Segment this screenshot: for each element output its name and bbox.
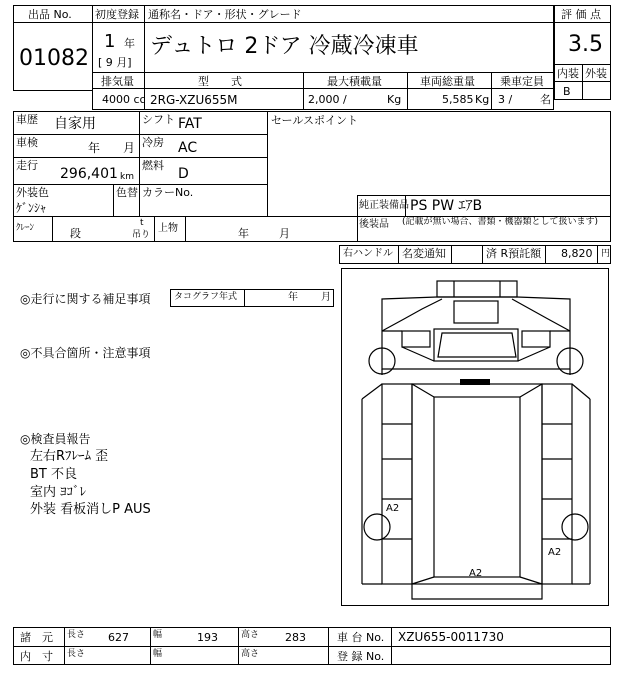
length-value: 627 xyxy=(108,631,129,644)
divider xyxy=(328,627,329,665)
ac-label: 冷房 xyxy=(142,136,164,149)
divider xyxy=(64,627,65,665)
inspector-line-2: BT 不良 xyxy=(30,467,77,482)
divider xyxy=(238,627,239,665)
lot-number: 01082 xyxy=(19,46,89,71)
yen-unit: 円 xyxy=(601,249,611,259)
genuine-equip-label: 純正装備品 xyxy=(359,200,409,211)
divider xyxy=(139,111,140,216)
exterior-color-label: 外装色 xyxy=(16,186,49,199)
history-label: 車歴 xyxy=(16,113,38,126)
divider xyxy=(398,245,399,264)
registration-label: 登 録 No. xyxy=(337,650,385,663)
tachograph-year: 年 xyxy=(288,292,298,303)
aftermarket-label: 後装品 xyxy=(359,219,389,230)
color-code-label: 色替 xyxy=(116,186,138,199)
damage-mark-bottom: A2 xyxy=(469,568,483,579)
inspection-month: 月 xyxy=(123,141,136,155)
dimensions-label: 諸 元 xyxy=(20,631,53,644)
gross-weight-value: 5,585 xyxy=(442,93,474,106)
divider xyxy=(554,22,611,23)
divider xyxy=(92,22,554,23)
divider xyxy=(13,22,93,23)
shift-label: シフト xyxy=(142,113,175,126)
inspector-line-3: 室内 ﾖｺﾞﾚ xyxy=(30,485,87,500)
damage-mark-left: A2 xyxy=(386,503,400,514)
recycle-amount: 8,820 xyxy=(561,247,593,260)
inner-height-label: 高さ xyxy=(241,649,260,659)
width-label: 幅 xyxy=(153,630,163,640)
damage-diagram xyxy=(341,268,609,606)
chassis-label: 車 台 No. xyxy=(337,631,385,644)
height-label: 高さ xyxy=(241,630,260,640)
max-load-label: 最大積載量 xyxy=(327,75,382,88)
shift-value: FAT xyxy=(178,116,202,132)
inspection-year: 年 xyxy=(88,141,101,155)
divider xyxy=(150,627,151,665)
ac-value: AC xyxy=(178,140,198,156)
inner-width-label: 幅 xyxy=(153,649,163,659)
width-value: 193 xyxy=(197,631,218,644)
displacement-value: 4000 cc xyxy=(102,93,146,106)
gross-weight-unit: Kg xyxy=(475,93,490,106)
model-value: 2RG-XZU655M xyxy=(150,93,238,107)
gross-weight-label: 車両総重量 xyxy=(420,75,475,88)
divider xyxy=(491,72,492,110)
sales-point-label: セールスポイント xyxy=(271,114,359,127)
body-year: 年 xyxy=(238,227,249,240)
first-reg-month: [ 9 月] xyxy=(98,56,132,69)
divider xyxy=(244,289,245,307)
fuel-label: 燃料 xyxy=(142,159,164,172)
divider xyxy=(154,216,155,242)
crane-hang-label: 吊り xyxy=(132,230,151,240)
divider xyxy=(13,646,611,647)
divider xyxy=(52,216,53,242)
divider xyxy=(113,184,114,216)
divider xyxy=(582,64,583,100)
overall-grade: 3.5 xyxy=(568,32,603,57)
divider xyxy=(13,184,267,185)
mileage-unit: km xyxy=(120,172,134,182)
model-label: 型 式 xyxy=(198,75,242,88)
interior-label: 内装 xyxy=(557,67,579,80)
first-reg-label: 初度登録 xyxy=(95,8,139,21)
length-label: 長さ xyxy=(67,630,86,640)
damage-mark-right: A2 xyxy=(548,547,562,558)
name-change-label: 名変通知 xyxy=(402,247,446,260)
mileage-value: 296,401 xyxy=(60,166,118,182)
genuine-equip-value: PS PW ｴｱB xyxy=(410,198,483,214)
fuel-value: D xyxy=(178,166,189,182)
body-month: 月 xyxy=(279,227,290,240)
chassis-value: XZU655-0011730 xyxy=(398,630,504,644)
crane-label: ｸﾚｰﾝ xyxy=(16,223,35,233)
height-value: 283 xyxy=(285,631,306,644)
crane-stages: 段 xyxy=(70,227,81,240)
name-change-box xyxy=(451,245,483,264)
capacity-value: 3 / xyxy=(498,93,513,106)
divider xyxy=(185,216,186,242)
exterior-color-value: ｹﾞﾝｼｬ xyxy=(16,201,47,215)
inspector-report-label: ◎検査員報告 xyxy=(20,432,91,446)
year-unit: 年 xyxy=(124,37,135,50)
interior-grade: B xyxy=(563,85,571,98)
inspection-label: 車検 xyxy=(16,136,38,149)
divider xyxy=(357,195,358,242)
inspector-line-1: 左右Rﾌﾚｰﾑ 歪 xyxy=(30,449,109,464)
tachograph-label: タコグラフ年式 xyxy=(174,292,238,302)
mileage-label: 走行 xyxy=(16,159,38,172)
inner-length-label: 長さ xyxy=(67,649,86,659)
divider xyxy=(92,88,554,89)
aftermarket-note: (記載が無い場合、書類・機器類として扱います) xyxy=(402,217,599,227)
grade-label: 評 価 点 xyxy=(561,8,601,21)
lot-label: 出品 No. xyxy=(28,8,72,21)
inner-dimensions-label: 内 寸 xyxy=(20,650,53,663)
displacement-label: 排気量 xyxy=(101,75,134,88)
capacity-label: 乗車定員 xyxy=(500,75,544,88)
exterior-label: 外装 xyxy=(585,67,607,80)
color-no-label: カラーNo. xyxy=(142,186,194,199)
divider xyxy=(13,157,267,158)
divider xyxy=(357,195,611,196)
crane-ton-label: t xyxy=(140,218,144,228)
divider xyxy=(13,134,267,135)
divider xyxy=(303,72,304,110)
history-value: 自家用 xyxy=(54,116,96,132)
recycle-label: 済 R預託額 xyxy=(486,247,542,260)
capacity-unit: 名 xyxy=(540,93,551,106)
first-reg-year: 1 xyxy=(104,31,116,52)
defects-label: ◎不具合箇所・注意事項 xyxy=(20,346,151,360)
inspector-line-4: 外装 看板消しP AUS xyxy=(30,502,151,517)
divider xyxy=(267,111,268,216)
right-hand-label: 右ハンドル xyxy=(343,248,393,259)
divider xyxy=(407,72,408,110)
max-load-value: 2,000 / xyxy=(308,93,347,106)
driving-notes-label: ◎走行に関する補足事項 xyxy=(20,292,151,306)
body-label: 上物 xyxy=(158,223,178,234)
max-load-unit: Kg xyxy=(387,93,402,106)
model-description: デュトロ 2ドア 冷蔵冷凍車 xyxy=(150,34,419,59)
model-desc-label: 通称名・ドア・形状・グレード xyxy=(148,8,302,21)
divider xyxy=(391,627,392,665)
tachograph-month: 月 xyxy=(321,292,331,303)
truck-outline-diagram xyxy=(342,269,608,605)
divider xyxy=(144,5,145,73)
